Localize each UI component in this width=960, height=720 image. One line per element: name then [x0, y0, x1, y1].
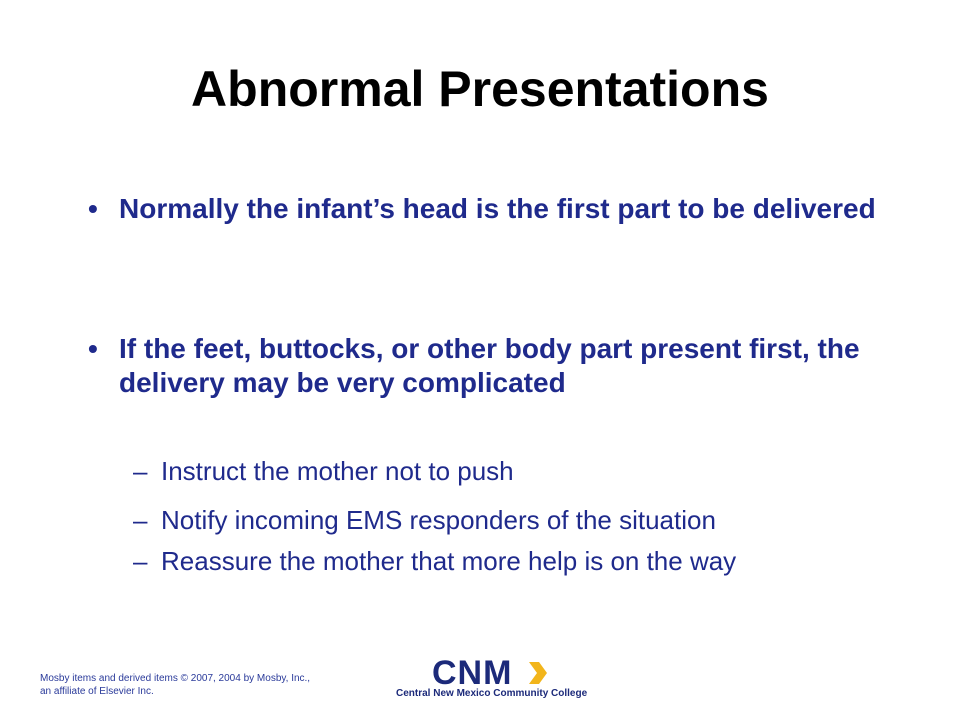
logo-tagline: Central New Mexico Community College: [396, 688, 588, 699]
logo-arrow-icon: [527, 660, 549, 686]
copyright-footer: [40, 672, 310, 698]
logo-letters: CNM: [432, 654, 513, 692]
dash-marker: –: [133, 546, 148, 576]
copyright-line: Mosby items and derived items © 2007, 2004 by Mosby, Inc.,: [40, 673, 311, 684]
bullet-item: [88, 192, 888, 226]
bullet-marker: •: [88, 193, 98, 224]
sub-bullet-item: [133, 546, 893, 577]
cnm-logo: [396, 654, 586, 704]
bullet-text: Normally the infant’s head is the first part to be delivered: [119, 193, 876, 224]
bullet-marker: •: [88, 333, 98, 364]
sub-bullet-text: Notify incoming EMS responders of the situation: [161, 505, 716, 535]
sub-bullet-item: [133, 456, 893, 487]
sub-bullet-text: Reassure the mother that more help is on the way: [161, 546, 737, 576]
sub-bullet-text: Instruct the mother not to push: [161, 456, 514, 486]
slide-title: Abnormal Presentations: [191, 61, 769, 117]
dash-marker: –: [133, 456, 148, 486]
bullet-item: [88, 332, 888, 399]
dash-marker: –: [133, 505, 148, 535]
bullet-text: If the feet, buttocks, or other body part present first, the delivery may be very complicated: [119, 333, 860, 398]
copyright-line: an affiliate of Elsevier Inc.: [40, 686, 154, 697]
sub-bullet-item: [133, 505, 893, 536]
